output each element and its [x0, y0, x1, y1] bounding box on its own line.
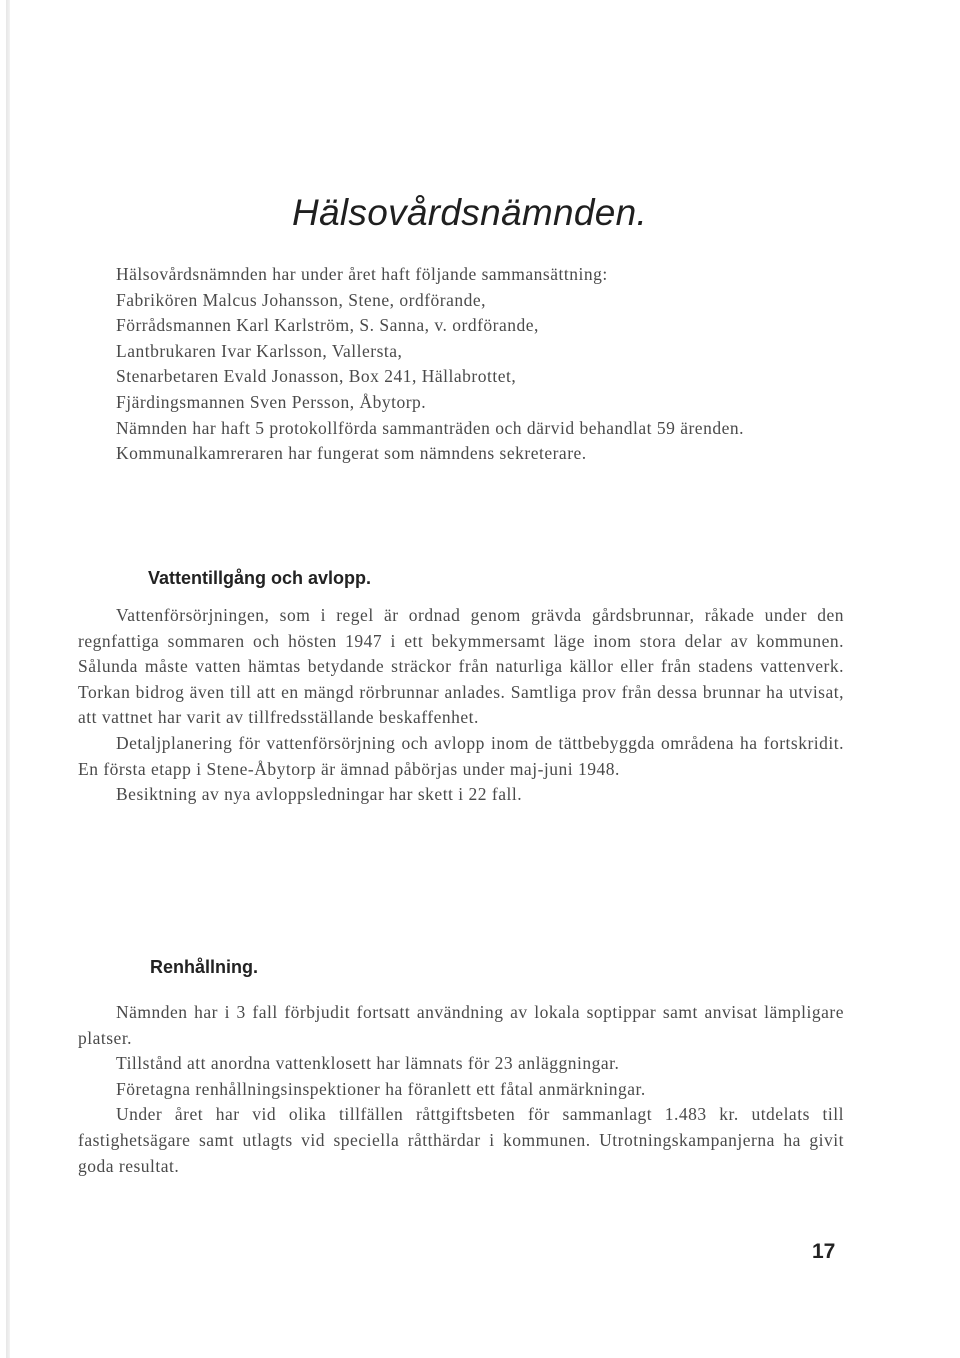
renhallning-paragraph: Tillstånd att anordna vattenklosett har lämnats för 23 anläggningar.	[116, 1053, 620, 1074]
water-section	[78, 603, 844, 808]
water-paragraph: Vattenförsörjningen, som i regel är ordnad genom grävda gårdsbrunnar, råkade under den regnfattiga sommaren och hösten 1947 i ett bekymmersamt läge inom stora delar av kommunen. Sålunda måste vatten hämtas betydande sträckor från naturliga källor eller från stadens vattenverk. Torkan bidrog även till att en mängd rörbrunnar anlades. Samtliga prov från dessa brunnar ha utvisat, att vattnet har varit av tillfredsställande beskaffenhet.	[78, 605, 844, 728]
member-item: Stenarbetaren Evald Jonasson, Box 241, Hällabrottet,	[116, 366, 517, 387]
page-number: 17	[812, 1240, 836, 1263]
intro-lead: Hälsovårdsnämnden har under året haft följande sammansättning:	[116, 264, 608, 284]
page-edge-shadow	[6, 0, 10, 1358]
secretary-paragraph: Kommunalkamreraren har fungerat som nämndens sekreterare.	[116, 443, 587, 464]
water-section-heading: Vattentillgång och avlopp.	[148, 568, 372, 588]
renhallning-paragraph: Nämnden har i 3 fall förbjudit fortsatt användning av lokala soptippar samt anvisat lämpligare platser.	[78, 1002, 844, 1048]
meetings-paragraph: Nämnden har haft 5 protokollförda sammanträden och därvid behandlat 59 ärenden.	[116, 417, 744, 438]
member-item: Fjärdingsmannen Sven Persson, Åbytorp.	[116, 391, 427, 412]
member-item: Fabrikören Malcus Johansson, Stene, ordförande,	[116, 289, 487, 310]
renhallning-section	[78, 1000, 844, 1179]
renhallning-section-heading: Renhållning.	[150, 957, 258, 977]
member-list	[78, 288, 844, 416]
renhallning-paragraph: Under året har vid olika tillfällen råttgiftsbeten för sammanlagt 1.483 kr. utdelats till fastighetsägare samt utlagts vid speciella råtthärdar i kommunen. Utrotningskampanjerna ha givit goda resultat.	[78, 1104, 844, 1176]
water-paragraph: Detaljplanering för vattenförsörjning och avlopp inom de tättbebyggda områdena ha fortskridit. En första etapp i Stene-Åbytorp är ämnad påbörjas under maj-juni 1948.	[78, 732, 844, 779]
member-item: Förrådsmannen Karl Karlström, S. Sanna, v. ordförande,	[116, 315, 539, 336]
intro-section	[78, 262, 844, 467]
member-item: Lantbrukaren Ivar Karlsson, Vallersta,	[116, 340, 403, 361]
renhallning-paragraph: Företagna renhållningsinspektioner ha föranlett ett fåtal anmärkningar.	[116, 1078, 646, 1099]
water-paragraph: Besiktning av nya avloppsledningar har skett i 22 fall.	[116, 784, 523, 805]
page-title: Hälsovårdsnämnden.	[292, 192, 648, 233]
